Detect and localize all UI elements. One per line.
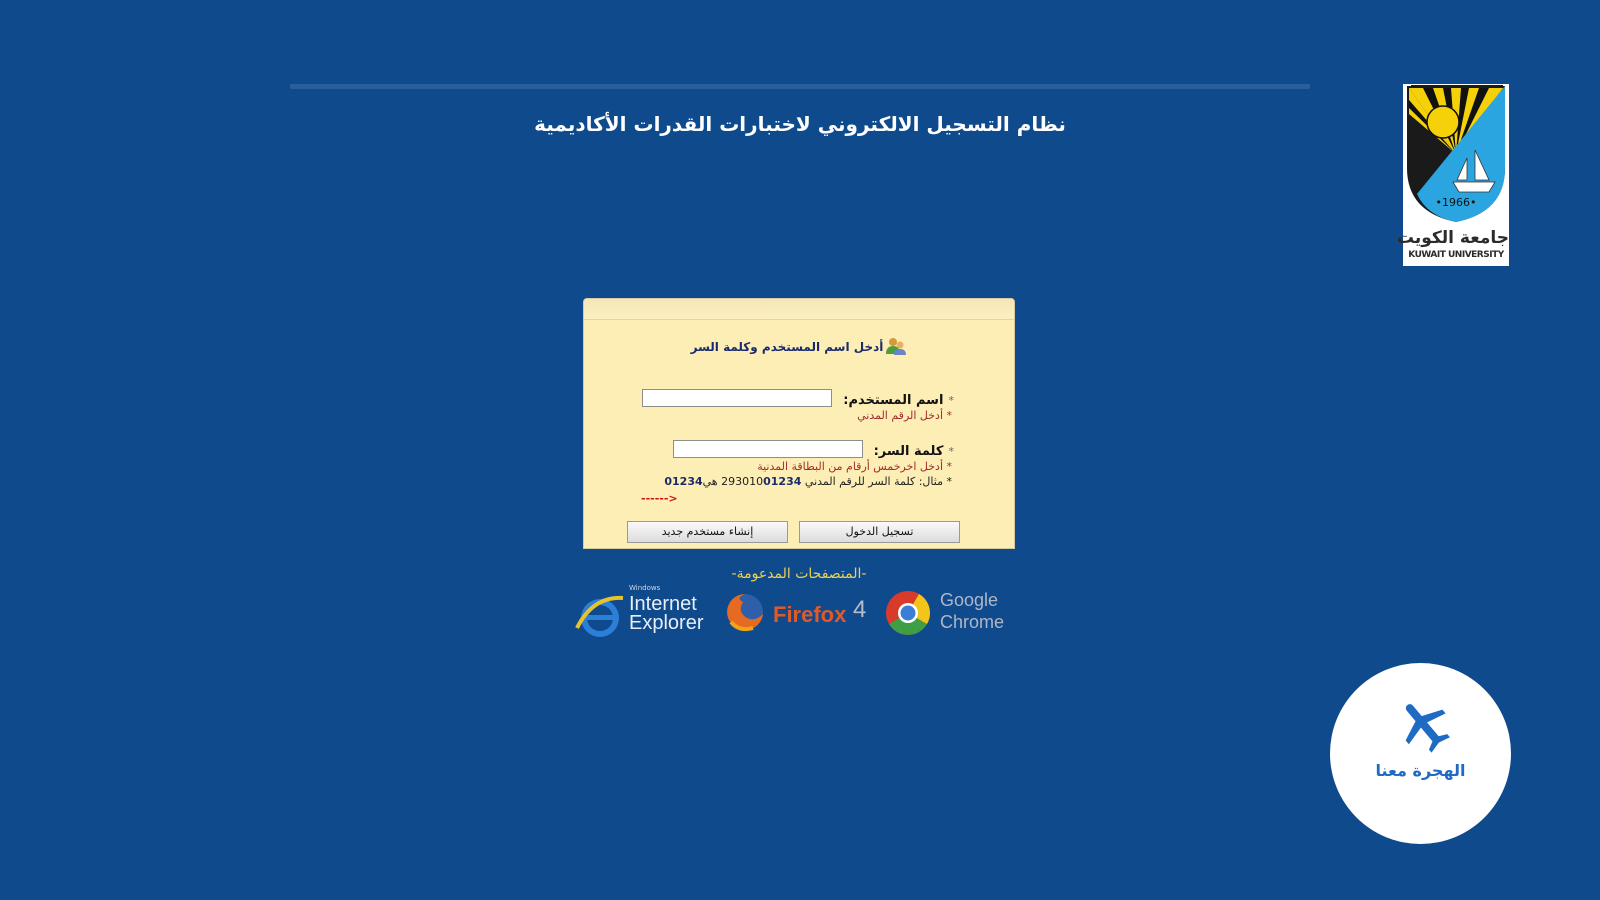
ie-name-line2: Explorer [629, 612, 704, 634]
ie-name-line1: Internet [629, 593, 697, 615]
users-icon [885, 336, 907, 359]
chrome-icon [885, 590, 931, 636]
username-label-row [843, 389, 954, 408]
migration-badge[interactable] [1330, 663, 1511, 844]
page-title: نظام التسجيل الالكتروني لاختبارات القدرات الأكاديمية [534, 112, 1066, 136]
internet-explorer-logo [573, 584, 713, 644]
register-button[interactable]: إنشاء مستخدم جديد [627, 521, 788, 543]
airplane-icon [1396, 697, 1452, 753]
firefox-version: 4 [853, 596, 867, 623]
example-civil-bold: 01234 [763, 475, 802, 488]
chrome-name-line1: Google [940, 590, 999, 610]
example-civil-plain: 293010 [721, 475, 764, 488]
required-star: * [948, 445, 954, 458]
chrome-logo [885, 590, 931, 636]
header-divider [290, 84, 1310, 89]
example-result: 01234 [664, 475, 703, 488]
example-prefix: * مثال: كلمة السر للرقم المدني [804, 475, 952, 488]
login-button[interactable]: تسجيل الدخول [799, 521, 960, 543]
login-panel-header [584, 299, 1014, 320]
required-star: * [948, 394, 954, 407]
ie-windows-label: Windows [629, 584, 661, 592]
firefox-logo [725, 592, 765, 632]
password-input[interactable] [673, 440, 863, 458]
migration-label: الهجرة معنا [1375, 761, 1466, 780]
logo-name-arabic: جامعة الكويت [1396, 228, 1509, 248]
password-label-row [874, 440, 954, 459]
chrome-name-line2: Chrome [940, 612, 1005, 632]
username-input[interactable] [642, 389, 832, 407]
password-label: كلمة السر: [873, 444, 944, 459]
logo-name-english: KUWAIT UNIVERSITY [1408, 250, 1504, 260]
kuwait-university-logo [1396, 84, 1509, 266]
password-example [664, 475, 952, 488]
internet-explorer-icon [573, 588, 627, 642]
password-hint: * أدخل اخرخمس أرقام من البطاقة المدنية [757, 460, 952, 473]
login-panel [583, 298, 1015, 549]
login-heading-text: أدخل اسم المستخدم وكلمة السر [690, 340, 884, 354]
username-hint: * أدخل الرقم المدني [857, 409, 952, 422]
username-label: اسم المستخدم: [843, 393, 944, 408]
firefox-icon [725, 592, 765, 632]
logo-year: •1966• [1435, 196, 1477, 209]
example-mid: هي [702, 475, 718, 488]
example-arrow: ------> [641, 492, 678, 505]
supported-browsers [573, 584, 1033, 644]
supported-browsers-title: -المتصفحات المدعومة- [731, 566, 867, 582]
firefox-name: Firefox [773, 602, 847, 627]
login-heading [584, 336, 1014, 359]
example-civil-number [721, 475, 801, 488]
